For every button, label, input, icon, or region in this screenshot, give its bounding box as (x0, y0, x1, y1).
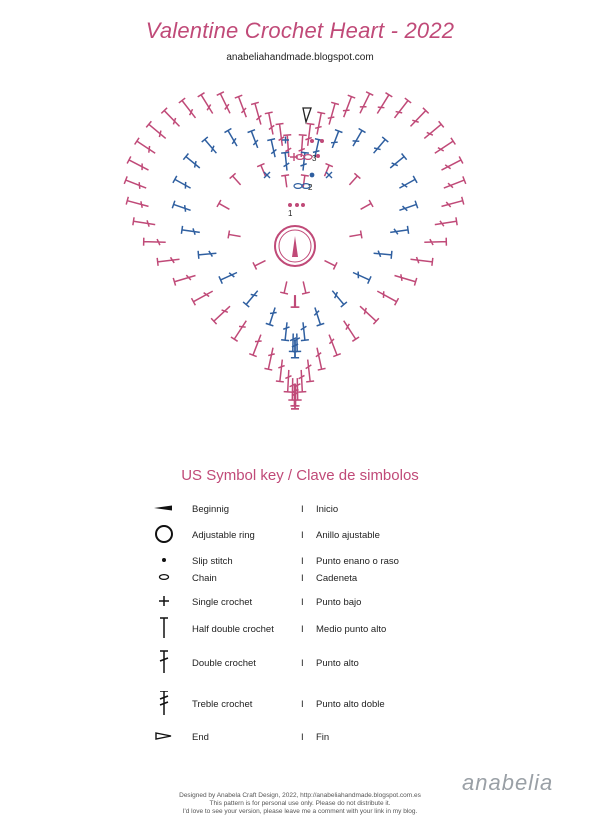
key-separator: I (301, 556, 304, 567)
key-separator: I (301, 597, 304, 608)
key-es-label: Punto alto (316, 658, 359, 669)
blue-stitch (311, 306, 324, 326)
beginning-icon (150, 496, 178, 520)
end-mark (303, 108, 311, 122)
inner-stitch (230, 173, 244, 187)
round-label-1: 1 (288, 209, 293, 218)
key-row-double-crochet (0, 656, 600, 676)
outer-stitch (422, 121, 444, 141)
key-en-label: Double crochet (192, 658, 256, 669)
center-motif (275, 226, 315, 266)
blue-stitch (281, 152, 291, 171)
outer-stitch (157, 255, 180, 265)
blue-stitch (373, 249, 392, 259)
site-url: anabeliahandmade.blogspot.com (226, 52, 374, 63)
key-en-label: Adjustable ring (192, 530, 255, 541)
key-row-adjustable-ring (0, 528, 600, 548)
key-row-single-crochet (0, 595, 600, 615)
blue-stitch (397, 176, 417, 192)
outer-stitch (235, 95, 250, 118)
footer-request: I'd love to see your version, please leave me a comment with your link in my blog. (182, 808, 418, 815)
outer-stitch (191, 288, 214, 306)
outer-stitch (173, 272, 196, 286)
brand-logo: anabelia (462, 770, 554, 795)
key-separator: I (301, 732, 304, 743)
outer-stitch (249, 333, 264, 356)
blue-stitch (390, 226, 409, 236)
round-label-3: 3 (312, 154, 317, 163)
outer-stitch (410, 255, 433, 265)
end-icon (150, 724, 178, 748)
blue-stitch (248, 130, 262, 150)
key-en-label: Single crochet (192, 597, 253, 608)
outer-stitch (340, 319, 359, 342)
outer-stitch (391, 98, 411, 120)
inner-round-stitches (217, 164, 373, 308)
key-es-label: Inicio (316, 504, 339, 515)
outer-stitch (124, 176, 147, 191)
blue-stitch (350, 129, 366, 149)
outer-stitch (144, 238, 166, 247)
starting-chain-marks (264, 108, 332, 218)
outer-stitch (440, 197, 463, 210)
blue-stitch (281, 322, 291, 341)
key-separator: I (301, 530, 304, 541)
blue-stitch (398, 201, 418, 214)
inner-stitch (349, 230, 362, 240)
inner-stitch (346, 173, 360, 187)
blue-stitch (329, 130, 343, 150)
outer-stitch (126, 197, 149, 210)
inner-stitch (291, 295, 299, 307)
outer-stitch (133, 217, 156, 228)
outer-stitch (231, 319, 250, 342)
key-es-label: Medio punto alto (316, 624, 387, 635)
key-separator: I (301, 658, 304, 669)
outer-stitch (325, 102, 339, 125)
outer-stitch (284, 370, 293, 392)
beginning-mark (292, 236, 298, 257)
outer-stitch (442, 176, 465, 191)
outer-stitch (265, 112, 277, 135)
blue-stitch (388, 154, 407, 172)
outer-stitch (217, 92, 234, 115)
blue-stitch (198, 249, 217, 259)
outer-stitch (146, 121, 168, 141)
key-en-label: Beginnig (192, 504, 229, 515)
key-es-label: Cadeneta (316, 573, 358, 584)
blue-stitch (172, 201, 192, 214)
key-es-label: Punto bajo (316, 597, 362, 608)
outer-stitch (440, 156, 463, 173)
blue-stitch (289, 333, 297, 351)
footer-license: This pattern is for personal use only. Please do not distribute it. (209, 800, 391, 807)
key-separator: I (301, 699, 304, 710)
inner-stitch (281, 175, 291, 188)
outer-stitch (340, 95, 355, 118)
outer-stitch (251, 102, 265, 125)
outer-stitch (357, 303, 379, 324)
outer-stitch (433, 138, 456, 157)
outer-stitch (304, 359, 314, 382)
key-en-label: Chain (192, 573, 217, 584)
double-crochet-icon (150, 650, 178, 674)
inner-stitch (299, 281, 309, 294)
blue-stitch (202, 137, 220, 156)
outer-stitch (179, 98, 199, 120)
inner-stitch (228, 230, 241, 240)
key-en-label: Half double crochet (192, 624, 274, 635)
blue-stitch (173, 176, 193, 192)
blue-stitch (351, 269, 371, 284)
key-row-beginning (0, 502, 600, 522)
outer-stitch (434, 217, 457, 228)
outer-stitch (313, 347, 325, 370)
adjustable-ring-icon (150, 522, 178, 546)
key-es-label: Anillo ajustable (316, 530, 380, 541)
key-row-treble-crochet (0, 697, 600, 717)
key-es-label: Punto alto doble (316, 699, 385, 710)
outer-stitch (356, 92, 373, 115)
key-separator: I (301, 624, 304, 635)
inner-stitch (217, 200, 231, 213)
key-es-label: Punto enano o raso (316, 556, 399, 567)
outer-stitch (211, 303, 233, 324)
footer-credit: Designed by Anabela Craft Design, 2022, http://anabeliahandmade.blogspot.com.es (179, 792, 421, 799)
inner-stitch (280, 281, 290, 294)
inner-stitch (253, 257, 267, 270)
round-label-2: 2 (308, 183, 313, 192)
blue-stitch (267, 139, 279, 158)
outer-stitch (313, 112, 325, 135)
blue-stitch (181, 226, 200, 236)
key-en-label: Slip stitch (192, 556, 233, 567)
blue-stitch (243, 288, 261, 307)
outer-stitch (276, 359, 286, 382)
outer-stitch (325, 333, 340, 356)
single-crochet-icon (150, 589, 178, 613)
page-title: Valentine Crochet Heart - 2022 (145, 18, 455, 43)
blue-stitch (299, 322, 309, 341)
key-en-label: Treble crochet (192, 699, 253, 710)
treble-crochet-icon (150, 691, 178, 715)
outer-stitch (393, 272, 416, 286)
outer-stitch (297, 370, 306, 392)
outer-stitch (198, 93, 216, 116)
outer-stitch (424, 238, 446, 247)
inner-stitch (321, 164, 333, 178)
key-row-chain (0, 571, 600, 591)
chain-icon (150, 565, 178, 589)
outer-stitch (127, 156, 150, 173)
blue-stitch (329, 288, 347, 307)
key-row-end (0, 730, 600, 750)
symbol-key-title: US Symbol key / Clave de simbolos (181, 467, 419, 484)
outer-stitch (408, 108, 429, 129)
blue-stitch (183, 154, 202, 172)
outer-stitch (135, 138, 158, 157)
key-separator: I (301, 573, 304, 584)
blue-stitch (371, 137, 389, 156)
blue-stitch (293, 333, 301, 351)
blue-stitch (266, 306, 279, 326)
outer-stitch (161, 108, 182, 129)
inner-stitch (323, 257, 337, 270)
key-en-label: End (192, 732, 209, 743)
outer-stitch (375, 288, 398, 306)
half-double-crochet-icon (150, 616, 178, 640)
outer-stitch (264, 347, 276, 370)
inner-stitch (359, 200, 373, 213)
key-es-label: Fin (316, 732, 330, 743)
key-separator: I (301, 504, 304, 515)
blue-stitch (219, 269, 239, 284)
key-row-half-double-crochet (0, 622, 600, 642)
blue-stitch (224, 129, 240, 149)
outer-stitch (374, 93, 392, 116)
